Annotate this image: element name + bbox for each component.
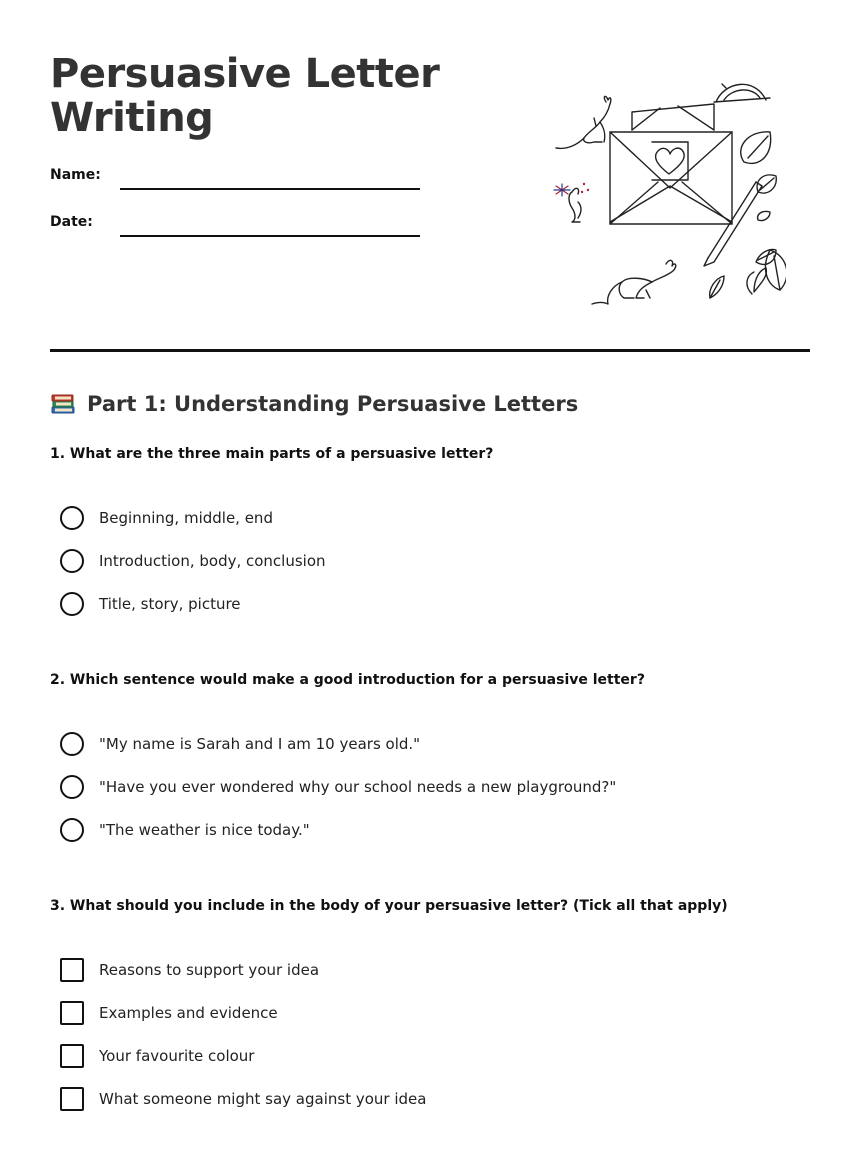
question-1-option-a[interactable] [60,496,760,539]
option-label: Reasons to support your idea [99,960,320,979]
question-2-option-c[interactable] [60,808,760,851]
worksheet-header [50,0,810,352]
envelope-illustration-icon [548,72,786,310]
radio-button[interactable] [60,549,84,573]
option-label: "Have you ever wondered why our school needs a new playground?" [99,777,617,796]
option-label: Beginning, middle, end [99,508,273,527]
question-2-options [60,722,760,851]
option-label: Your favourite colour [99,1046,255,1065]
question-2-option-a[interactable] [60,722,760,765]
question-1-option-b[interactable] [60,539,760,582]
date-writing-line[interactable] [120,235,420,237]
question-3 [50,896,810,1108]
question-3-option-d[interactable] [60,1077,760,1120]
question-3-option-a[interactable] [60,948,760,991]
header-divider [50,349,810,352]
question-3-options [60,948,760,1120]
radio-button[interactable] [60,732,84,756]
radio-button[interactable] [60,506,84,530]
question-3-option-b[interactable] [60,991,760,1034]
question-3-text: 3. What should you include in the body of your persuasive letter? (Tick all that apply) [50,898,728,914]
question-2 [50,670,810,839]
option-label: What someone might say against your idea [99,1089,427,1108]
question-1-text: 1. What are the three main parts of a persuasive letter? [50,446,494,462]
question-1-options [60,496,760,625]
checkbox[interactable] [60,958,84,982]
checkbox[interactable] [60,1044,84,1068]
part1-heading-text: Part 1: Understanding Persuasive Letters [87,392,579,416]
worksheet-title: Persuasive Letter Writing [50,51,440,141]
name-field[interactable] [50,164,420,190]
option-label: Introduction, body, conclusion [99,551,326,570]
checkbox[interactable] [60,1087,84,1111]
question-1-option-c[interactable] [60,582,760,625]
option-label: Examples and evidence [99,1003,278,1022]
date-field[interactable] [50,211,420,237]
question-3-option-c[interactable] [60,1034,760,1077]
option-label: "The weather is nice today." [99,820,310,839]
part1-heading [50,388,578,420]
checkbox[interactable] [60,1001,84,1025]
question-1 [50,444,810,613]
name-writing-line[interactable] [120,188,420,190]
date-label: Date: [50,214,93,230]
question-2-option-b[interactable] [60,765,760,808]
books-icon [50,391,76,417]
worksheet-page [50,0,810,1161]
radio-button[interactable] [60,818,84,842]
option-label: Title, story, picture [99,594,241,613]
question-2-text: 2. Which sentence would make a good introduction for a persuasive letter? [50,672,645,688]
radio-button[interactable] [60,592,84,616]
radio-button[interactable] [60,775,84,799]
name-label: Name: [50,167,101,183]
option-label: "My name is Sarah and I am 10 years old." [99,734,421,753]
